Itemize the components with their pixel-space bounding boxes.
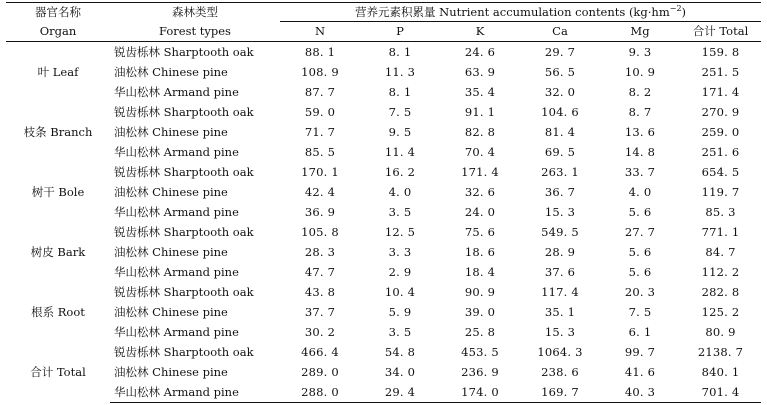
organ-header-en: Organ [6, 22, 110, 42]
value-cell-total: 85. 3 [705, 205, 736, 219]
value-cell-ca: 15. 3 [544, 205, 576, 219]
value-cell-mg: 40. 3 [600, 382, 680, 403]
value-cell-total: 171. 4 [701, 85, 740, 99]
table-row [6, 82, 761, 102]
col-header-ca: Ca [520, 22, 600, 42]
table-row [6, 382, 761, 403]
value-cell-ca: 35. 1 [544, 305, 576, 319]
value-cell-ca: 36. 7 [544, 185, 576, 199]
value-cell-n: 43. 8 [304, 285, 336, 299]
value-cell-p: 12. 5 [384, 225, 416, 239]
value-cell-p: 29. 4 [360, 382, 440, 403]
value-cell-total: 119. 7 [701, 185, 740, 199]
value-cell-n: 105. 8 [301, 225, 339, 239]
value-cell-k: 90. 9 [464, 285, 496, 299]
value-cell-p: 3. 5 [388, 325, 412, 339]
col-header-n: N [280, 22, 360, 42]
organ-cell: 根系 Root [31, 305, 85, 319]
forest-type-cell: 华山松林 Armand pine [114, 145, 239, 159]
value-cell-ca: 549. 5 [541, 225, 579, 239]
value-cell-k: 236. 9 [461, 365, 499, 379]
value-cell-total: 259. 0 [701, 125, 740, 139]
table-row [6, 302, 761, 322]
value-cell-ca: 238. 6 [541, 365, 579, 379]
value-cell-k: 171. 4 [461, 165, 499, 179]
value-cell-total: 771. 1 [701, 225, 740, 239]
value-cell-k: 18. 4 [464, 265, 496, 279]
value-cell-n: 47. 7 [304, 265, 336, 279]
value-cell-k: 18. 6 [464, 245, 496, 259]
header-row-1 [6, 3, 761, 22]
forest-type-cell: 锐齿栎林 Sharptooth oak [114, 165, 254, 179]
forest-type-cell: 油松林 Chinese pine [114, 365, 228, 379]
forest-type-cell: 华山松林 Armand pine [114, 85, 239, 99]
value-cell-total: 701. 4 [680, 382, 761, 403]
forest-type-cell: 锐齿栎林 Sharptooth oak [114, 345, 254, 359]
value-cell-mg: 41. 6 [624, 365, 656, 379]
value-cell-k: 174. 0 [440, 382, 520, 403]
value-cell-total: 251. 6 [701, 145, 740, 159]
value-cell-total: 159. 8 [701, 45, 740, 59]
forest-header-en: Forest types [110, 22, 280, 42]
nutrient-accumulation-table [6, 2, 761, 403]
table-row [6, 242, 761, 262]
forest-type-cell: 油松林 Chinese pine [114, 65, 228, 79]
value-cell-mg: 27. 7 [624, 225, 656, 239]
value-cell-k: 32. 6 [464, 185, 496, 199]
forest-type-cell: 锐齿栎林 Sharptooth oak [114, 45, 254, 59]
organ-cell: 枝条 Branch [23, 125, 93, 139]
table-row [6, 142, 761, 162]
forest-type-cell: 油松林 Chinese pine [114, 245, 228, 259]
value-cell-ca: 56. 5 [544, 65, 576, 79]
value-cell-mg: 33. 7 [624, 165, 656, 179]
table-row [6, 322, 761, 342]
value-cell-n: 71. 7 [304, 125, 336, 139]
forest-type-cell: 华山松林 Armand pine [114, 325, 239, 339]
forest-type-cell: 油松林 Chinese pine [114, 125, 228, 139]
value-cell-p: 9. 5 [388, 125, 412, 139]
value-cell-total: 282. 8 [701, 285, 740, 299]
value-cell-ca: 69. 5 [544, 145, 576, 159]
value-cell-n: 37. 7 [304, 305, 336, 319]
value-cell-k: 39. 0 [464, 305, 496, 319]
value-cell-p: 2. 9 [388, 265, 412, 279]
table-row [6, 122, 761, 142]
value-cell-n: 85. 5 [304, 145, 336, 159]
value-cell-ca: 169. 7 [520, 382, 600, 403]
value-cell-ca: 37. 6 [544, 265, 576, 279]
forest-type-cell: 油松林 Chinese pine [114, 185, 228, 199]
forest-type-cell: 华山松林 Armand pine [114, 265, 239, 279]
value-cell-p: 8. 1 [388, 85, 412, 99]
value-cell-k: 25. 8 [464, 325, 496, 339]
value-cell-k: 70. 4 [464, 145, 496, 159]
value-cell-n: 36. 9 [304, 205, 336, 219]
value-cell-mg: 6. 1 [628, 325, 652, 339]
value-cell-ca: 32. 0 [544, 85, 576, 99]
table-row [6, 282, 761, 302]
value-cell-ca: 104. 6 [541, 105, 579, 119]
col-header-p: P [360, 22, 440, 42]
value-cell-p: 10. 4 [384, 285, 416, 299]
value-cell-k: 75. 6 [464, 225, 496, 239]
value-cell-mg: 99. 7 [624, 345, 656, 359]
organ-header-zh: 器官名称 [6, 3, 110, 22]
value-cell-mg: 8. 2 [628, 85, 652, 99]
value-cell-ca: 117. 4 [541, 285, 579, 299]
value-cell-n: 466. 4 [301, 345, 339, 359]
value-cell-p: 34. 0 [384, 365, 416, 379]
value-cell-mg: 14. 8 [624, 145, 656, 159]
value-cell-n: 88. 1 [304, 45, 336, 59]
table-row [6, 222, 761, 242]
value-cell-k: 35. 4 [464, 85, 496, 99]
value-cell-mg: 13. 6 [624, 125, 656, 139]
value-cell-mg: 7. 5 [628, 305, 652, 319]
value-cell-k: 82. 8 [464, 125, 496, 139]
value-cell-n: 28. 3 [304, 245, 336, 259]
value-cell-total: 80. 9 [705, 325, 736, 339]
organ-cell: 叶 Leaf [37, 65, 79, 79]
nutrient-header-end: ) [681, 5, 687, 19]
value-cell-mg: 5. 6 [628, 205, 652, 219]
forest-type-cell: 锐齿栎林 Sharptooth oak [114, 225, 254, 239]
value-cell-total: 270. 9 [701, 105, 740, 119]
organ-cell: 树皮 Bark [30, 245, 86, 259]
value-cell-total: 2138. 7 [697, 345, 744, 359]
col-header-k: K [440, 22, 520, 42]
value-cell-p: 54. 8 [384, 345, 416, 359]
nutrient-header-sup: −2 [669, 4, 682, 14]
value-cell-ca: 81. 4 [544, 125, 576, 139]
value-cell-p: 3. 3 [388, 245, 412, 259]
table-row [6, 102, 761, 122]
table-row [6, 342, 761, 362]
value-cell-n: 42. 4 [304, 185, 336, 199]
value-cell-n: 170. 1 [301, 165, 339, 179]
value-cell-k: 453. 5 [461, 345, 499, 359]
value-cell-k: 24. 6 [464, 45, 496, 59]
value-cell-ca: 15. 3 [544, 325, 576, 339]
forest-type-cell: 锐齿栎林 Sharptooth oak [114, 285, 254, 299]
value-cell-mg: 9. 3 [628, 45, 652, 59]
table-row [6, 262, 761, 282]
forest-type-cell: 华山松林 Armand pine [114, 205, 239, 219]
value-cell-n: 59. 0 [304, 105, 336, 119]
value-cell-mg: 5. 6 [628, 265, 652, 279]
table-row [6, 42, 761, 63]
table-body [6, 42, 761, 403]
table-row [6, 202, 761, 222]
value-cell-k: 91. 1 [464, 105, 496, 119]
nutrient-header-text: 营养元素积累量 Nutrient accumulation contents (kg·hm [354, 5, 670, 19]
value-cell-total: 125. 2 [701, 305, 740, 319]
table-row [6, 182, 761, 202]
col-header-mg: Mg [600, 22, 680, 42]
value-cell-total: 84. 7 [705, 245, 736, 259]
value-cell-k: 24. 0 [464, 205, 496, 219]
value-cell-p: 11. 4 [384, 145, 416, 159]
forest-type-cell: 华山松林 Armand pine [110, 382, 280, 403]
value-cell-mg: 5. 6 [628, 245, 652, 259]
value-cell-p: 7. 5 [388, 105, 412, 119]
value-cell-ca: 29. 7 [544, 45, 576, 59]
forest-header-zh: 森林类型 [110, 3, 280, 22]
col-header-total: 合计 Total [680, 22, 761, 42]
value-cell-k: 63. 9 [464, 65, 496, 79]
value-cell-p: 3. 5 [388, 205, 412, 219]
value-cell-total: 251. 5 [701, 65, 740, 79]
nutrient-header [280, 3, 761, 22]
forest-type-cell: 锐齿栎林 Sharptooth oak [114, 105, 254, 119]
value-cell-n: 288. 0 [280, 382, 360, 403]
value-cell-ca: 263. 1 [541, 165, 579, 179]
forest-type-cell: 油松林 Chinese pine [114, 305, 228, 319]
value-cell-mg: 10. 9 [624, 65, 656, 79]
value-cell-p: 4. 0 [388, 185, 412, 199]
value-cell-n: 289. 0 [301, 365, 339, 379]
value-cell-total: 112. 2 [701, 265, 740, 279]
value-cell-total: 840. 1 [701, 365, 740, 379]
value-cell-p: 8. 1 [388, 45, 412, 59]
organ-cell: 树干 Bole [31, 185, 85, 199]
table-row [6, 62, 761, 82]
value-cell-n: 87. 7 [304, 85, 336, 99]
organ-cell: 合计 Total [30, 365, 86, 380]
header-row-2 [6, 22, 761, 42]
value-cell-mg: 4. 0 [628, 185, 652, 199]
value-cell-ca: 28. 9 [544, 245, 576, 259]
table-row [6, 362, 761, 382]
value-cell-p: 5. 9 [388, 305, 412, 319]
value-cell-mg: 8. 7 [628, 105, 652, 119]
value-cell-n: 108. 9 [301, 65, 339, 79]
value-cell-mg: 20. 3 [624, 285, 656, 299]
value-cell-ca: 1064. 3 [537, 345, 583, 359]
value-cell-n: 30. 2 [304, 325, 336, 339]
value-cell-p: 16. 2 [384, 165, 416, 179]
table-row [6, 162, 761, 182]
value-cell-total: 654. 5 [701, 165, 740, 179]
value-cell-p: 11. 3 [384, 65, 416, 79]
nutrient-table-container [6, 2, 761, 403]
